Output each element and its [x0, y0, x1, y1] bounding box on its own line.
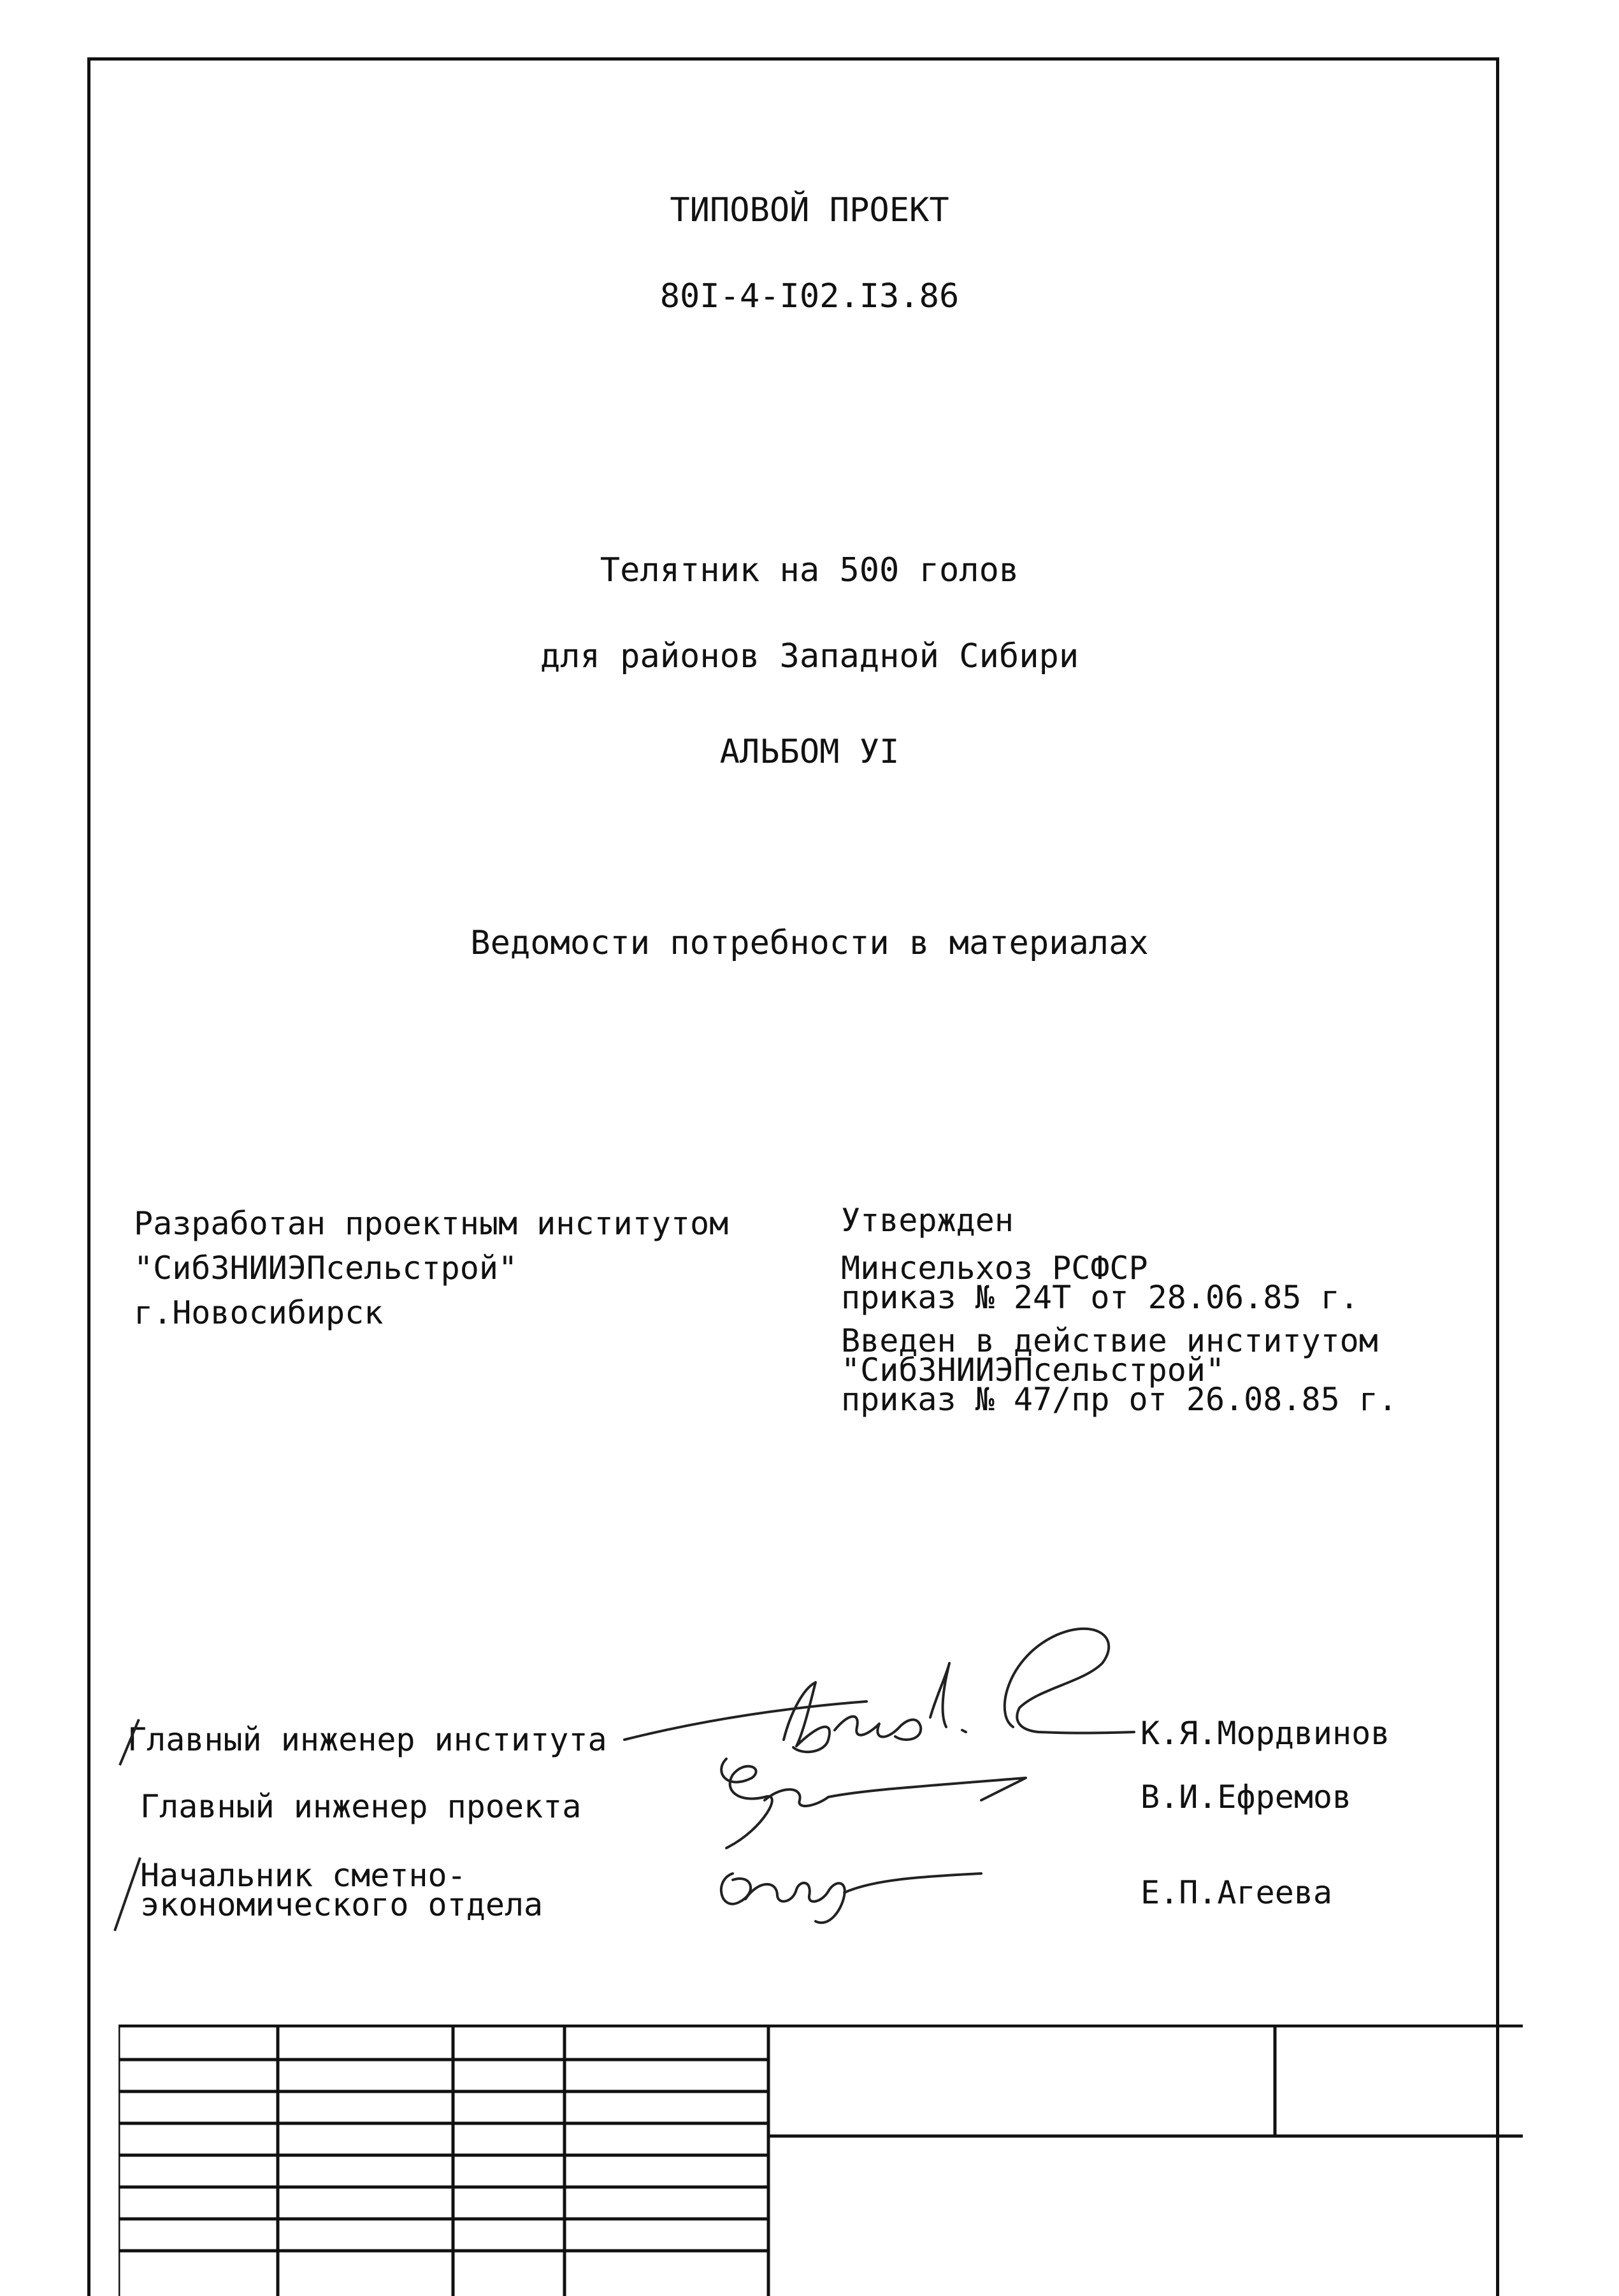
project-type: ТИПОВОЙ ПРОЕКТ [670, 191, 949, 229]
signatory-name-2: В.И.Ефремов [1140, 1779, 1352, 1816]
title-line1: Телятник на 500 голов [600, 551, 1019, 589]
title-line2: для районов Западной Сибири [540, 637, 1079, 675]
approved-label: Утвержден [841, 1202, 1014, 1239]
developer-block [134, 1204, 728, 1332]
album-number: АЛЬБОМ УI [719, 733, 900, 771]
signatory-role-3-line2: экономического отдела [140, 1886, 543, 1923]
approved-by: Минсельхоз РСФСР [841, 1250, 1148, 1287]
enacted-order: приказ № 47/пр от 26.08.85 г. [841, 1381, 1397, 1418]
approved-order: приказ № 24Т от 28.06.85 г. [841, 1279, 1359, 1316]
document-frame [87, 57, 1499, 2296]
signatory-name-1: К.Я.Мордвинов [1140, 1715, 1390, 1752]
signatory-role-3-line1: Начальник сметно- [140, 1857, 466, 1894]
signatory-name-3: Е.П.Агеева [1140, 1874, 1333, 1911]
project-code: 80I-4-I02.I3.86 [659, 277, 960, 315]
enacted-line1: Введен в действие институтом [841, 1322, 1378, 1359]
enacted-line2: "СибЗНИИЭПсельстрой" [841, 1352, 1225, 1389]
developer-line1: Разработан проектным институтом [134, 1205, 729, 1242]
signatory-role-1 [127, 1721, 607, 1759]
margin-marks [108, 1714, 153, 1969]
document-subject: Ведомости потребности в материалах [470, 924, 1149, 962]
signatory-role-3 [140, 1857, 543, 1923]
title-block-stamp [119, 2025, 1523, 2296]
developer-line2: "СибЗНИИЭПсельстрой" [134, 1250, 518, 1287]
signatory-role-2: Главный инженер проекта [140, 1788, 582, 1825]
developer-city: г.Новосибирск [134, 1294, 384, 1331]
handwritten-signatures [573, 1580, 1160, 1937]
signatory-role-label: Главный инженер института [127, 1721, 607, 1758]
title-block-grid [119, 2025, 1523, 2296]
approval-block [841, 1201, 1397, 1418]
